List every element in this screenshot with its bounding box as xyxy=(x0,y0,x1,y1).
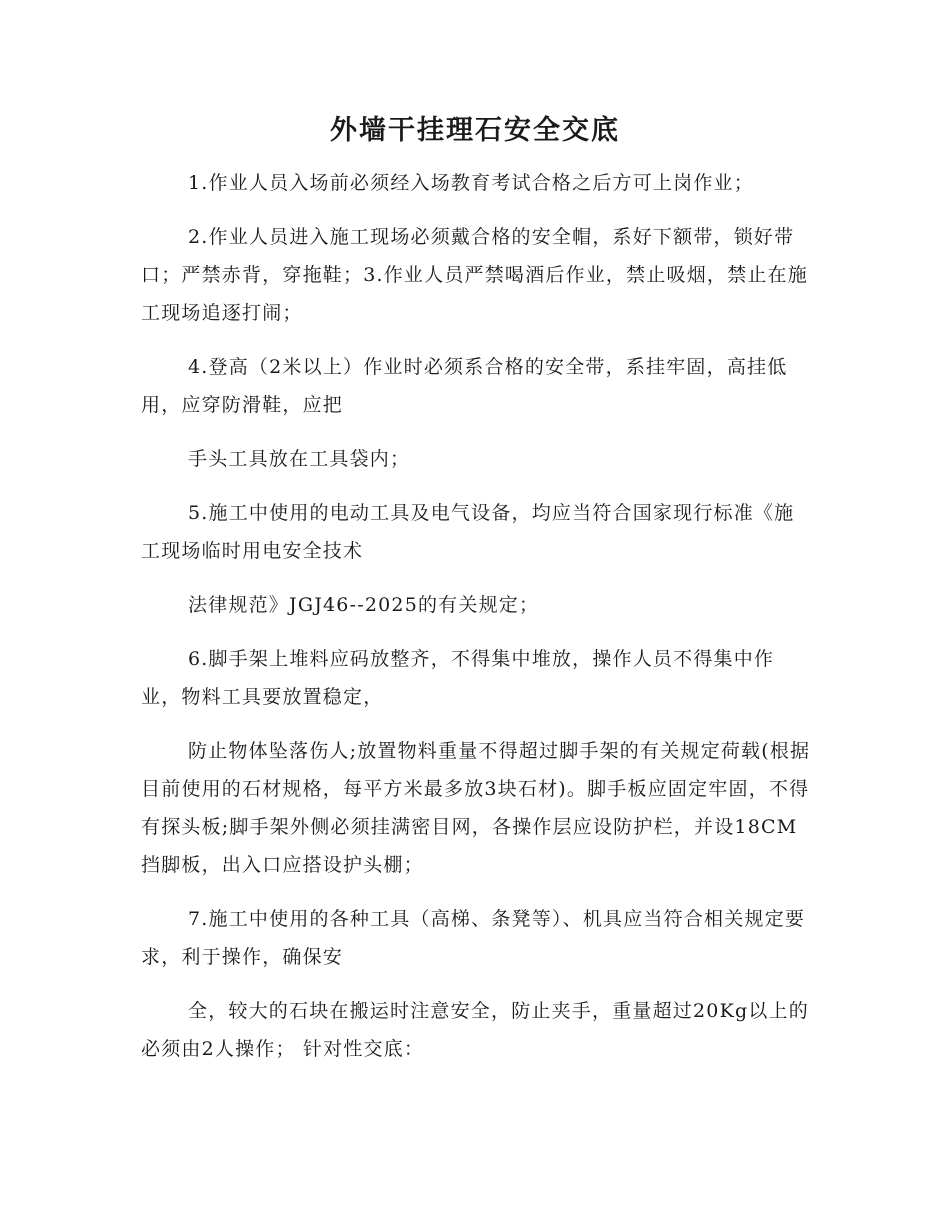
paragraph-8: 防止物体坠落伤人;放置物料重量不得超过脚手架的有关规定荷载(根据目前使用的石材规格，每平方米最多放3块石材)。脚手板应固定牢固，不得有探头板;脚手架外侧必须挂满密目网，各操作层应设防护栏，并设18CM挡脚板，出入口应搭设护头棚； xyxy=(141,740,811,876)
paragraph-1: 1.作业人员入场前必须经入场教育考试合格之后方可上岗作业； xyxy=(188,172,754,194)
paragraph-9: 7.施工中使用的各种工具（高梯、条凳等）、机具应当符合相关规定要求，利于操作，确保安 xyxy=(141,908,806,968)
paragraph-6: 法律规范》JGJ46--2025的有关规定； xyxy=(188,594,540,616)
document-body xyxy=(141,164,813,1084)
paragraph-5: 5.施工中使用的电动工具及电气设备，均应当符合国家现行标准《施工现场临时用电安全技术 xyxy=(141,502,795,562)
paragraph-7: 6.脚手架上堆料应码放整齐，不得集中堆放，操作人员不得集中作业，物料工具要放置稳定， xyxy=(141,648,775,708)
paragraph-10: 全，较大的石块在搬运时注意安全，防止夹手，重量超过20Kg以上的必须由2人操作； 针对性交底： xyxy=(141,1000,809,1060)
paragraph-2: 2.作业人员进入施工现场必须戴合格的安全帽，系好下额带，锁好带口；严禁赤背，穿拖鞋；3.作业人员严禁喝酒后作业，禁止吸烟，禁止在施工现场追逐打闹； xyxy=(141,226,808,324)
paragraph-4: 手头工具放在工具袋内； xyxy=(188,448,411,470)
document-title: 外墙干挂理石安全交底 xyxy=(330,115,620,146)
paragraph-3: 4.登高（2米以上）作业时必须系合格的安全带，系挂牢固，高挂低用，应穿防滑鞋，应把 xyxy=(141,356,788,416)
